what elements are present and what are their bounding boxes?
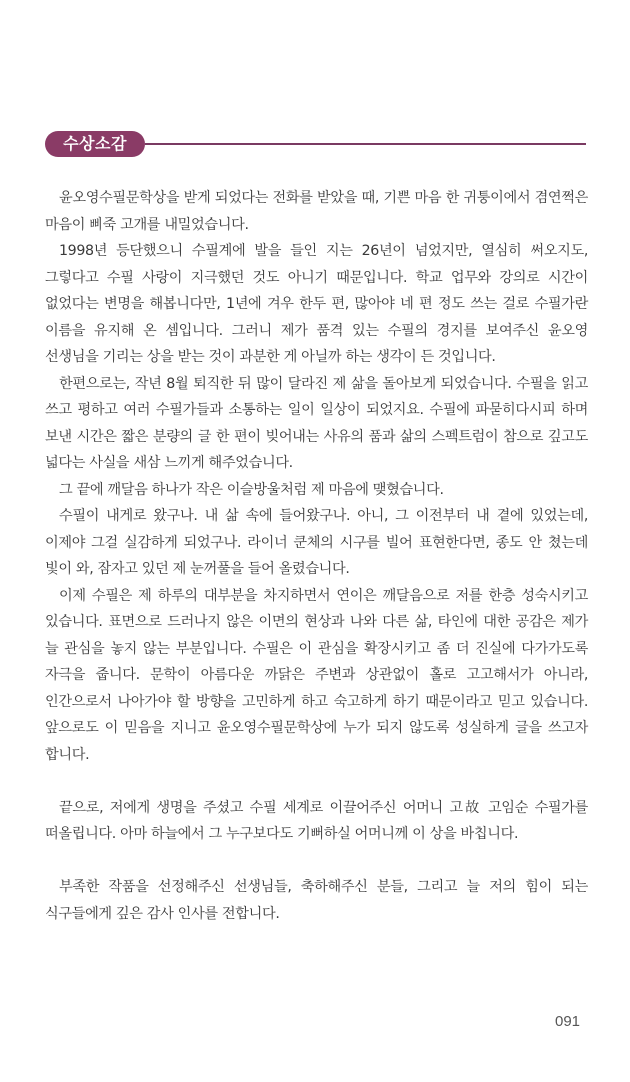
section-header xyxy=(45,131,586,157)
paragraph: 수필이 내게로 왔구나. 내 삶 속에 들어왔구나. 아니, 그 이전부터 내 곁에 있었는데, 이제야 그걸 실감하게 되었구나. 라이너 쿤체의 시구를 빌어 표현한다면, 종도 안 쳤는데 빛이 와, 잠자고 있던 제 눈꺼풀을 들어 올렸습니다. xyxy=(45,508,588,577)
paragraph: 끝으로, 저에게 생명을 주셨고 수필 세계로 이끌어주신 어머니 고故 고임순 수필가를 떠올립니다. 아마 하늘에서 그 누구보다도 기뻐하실 어머니께 이 상을 바칩니다. xyxy=(45,799,588,842)
paragraph: 한편으로는, 작년 8월 퇴직한 뒤 많이 달라진 제 삶을 돌아보게 되었습니다. 수필을 읽고 쓰고 평하고 여러 수필가들과 소통하는 일이 일상이 되었지요. 수필에 파묻히다시피 하며 보낸 시간은 짧은 분량의 글 한 편이 빚어내는 사유의 품과 삶의 스펙트럼이 참으로 깊고도 넓다는 사실을 새삼 느끼게 해주었습니다. xyxy=(45,375,588,471)
paragraph: 부족한 작품을 선정해주신 선생님들, 축하해주신 분들, 그리고 늘 저의 힘이 되는 식구들에게 깊은 감사 인사를 전합니다. xyxy=(45,879,588,922)
header-rule-divider xyxy=(145,143,586,145)
paragraph: 그 끝에 깨달음 하나가 작은 이슬방울처럼 제 마음에 맺혔습니다. xyxy=(59,481,444,498)
page-number: 091 xyxy=(555,1013,581,1030)
essay-body xyxy=(45,185,588,927)
section-badge: 수상소감 xyxy=(45,131,145,157)
paragraph: 이제 수필은 제 하루의 대부분을 차지하면서 연이은 깨달음으로 저를 한층 성숙시키고 있습니다. 표면으로 드러나지 않은 이면의 현상과 나와 다른 삶, 타인에 대한 공감은 제가 늘 관심을 놓지 않는 부분입니다. 수필은 이 관심을 확장시키고 좀 더 진실에 다가가도록 자극을 줍니다. 문학이 아름다운 까닭은 주변과 상관없이 홀로 고고해서가 아니라, 인간으로서 나아가야 할 방향을 고민하게 하고 숙고하게 하기 때문이라고 믿고 있습니다. 앞으로도 이 믿음을 지니고 윤오영수필문학상에 누가 되지 않도록 성실하게 글을 쓰고자 합니다. xyxy=(45,587,588,763)
paragraph: 윤오영수필문학상을 받게 되었다는 전화를 받았을 때, 기쁜 마음 한 귀퉁이에서 겸연쩍은 마음이 삐죽 고개를 내밀었습니다. xyxy=(45,190,588,233)
paragraph: 1998년 등단했으니 수필계에 발을 들인 지는 26년이 넘었지만, 열심히 써오지도, 그렇다고 수필 사랑이 지극했던 것도 아니기 때문입니다. 학교 업무와 강의로 시간이 없었다는 변명을 해봅니다만, 1년에 겨우 한두 편, 많아야 네 편 정도 쓰는 걸로 수필가란 이름을 유지해 온 셈입니다. 그러니 제가 품격 있는 수필의 경지를 보여주신 윤오영 선생님을 기리는 상을 받는 것이 과분한 게 아닐까 하는 생각이 든 것입니다. xyxy=(45,243,588,365)
